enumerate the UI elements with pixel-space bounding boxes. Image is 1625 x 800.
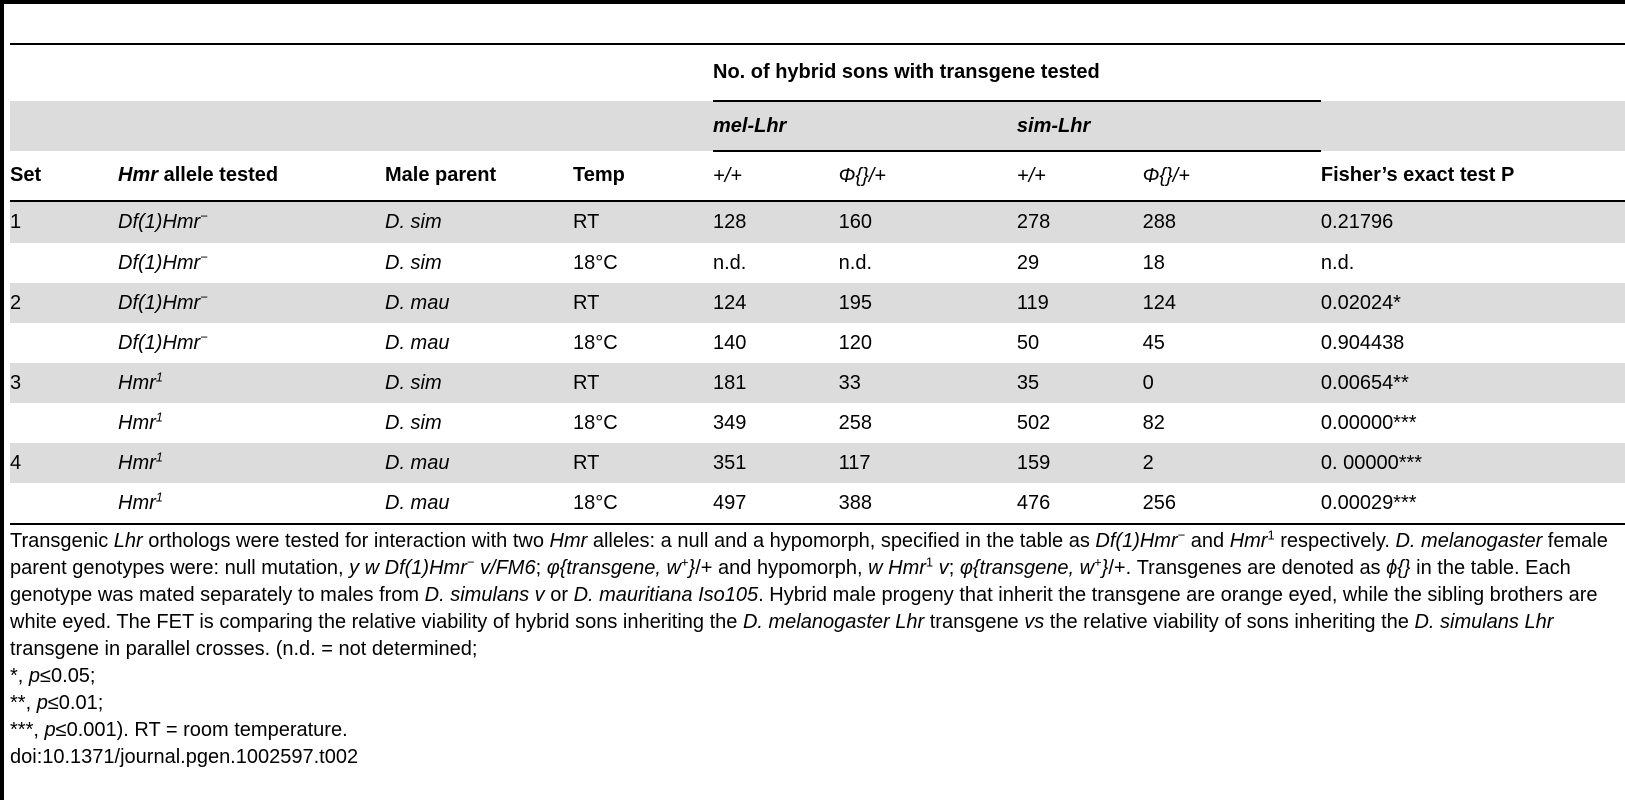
cell-fisher: 0.02024* xyxy=(1320,291,1401,314)
cell-sim-plus: 119 xyxy=(1016,291,1049,314)
cell-allele-name: Df(1)Hmr xyxy=(118,331,201,354)
cell-mel-plus: 128 xyxy=(713,211,747,233)
table-row xyxy=(10,283,1625,323)
cell-mel-phi: 117 xyxy=(838,451,871,474)
col-header-sim-phi: Φ{}/+ xyxy=(1143,151,1321,201)
cell-set: 2 xyxy=(10,291,22,314)
cell-male-parent: D. mau xyxy=(385,451,450,474)
cell-allele-sup: − xyxy=(200,248,208,264)
cell-fisher: n.d. xyxy=(1320,251,1355,274)
cell-mel-plus: 140 xyxy=(713,331,747,354)
cell-sim-plus: 35 xyxy=(1016,371,1040,394)
cell-allele xyxy=(118,363,385,403)
subgroup-mel-lhr: mel-Lhr xyxy=(713,101,1017,151)
cell-allele-name: Df(1)Hmr xyxy=(118,291,201,314)
cell-mel-phi: 195 xyxy=(838,291,873,314)
cell-mel-phi: 258 xyxy=(838,411,873,434)
cell-sim-phi: 124 xyxy=(1142,291,1176,314)
cell-allele-name: Hmr xyxy=(118,411,156,434)
cell-mel-plus: 124 xyxy=(713,291,747,314)
col-header-male-parent: Male parent xyxy=(385,164,497,186)
cell-allele-name: Hmr xyxy=(118,491,156,514)
cell-allele xyxy=(118,201,385,243)
data-table xyxy=(10,43,1625,525)
cell-male-parent: D. sim xyxy=(385,211,442,233)
cell-male-parent: D. mau xyxy=(385,491,450,514)
cell-mel-plus: 497 xyxy=(713,491,747,514)
cell-allele-sup: − xyxy=(200,288,208,304)
col-header-sim-plus: +/+ xyxy=(1017,151,1143,201)
cell-mel-plus: 349 xyxy=(713,411,747,434)
cell-sim-phi: 82 xyxy=(1142,411,1165,434)
cell-mel-phi: 160 xyxy=(838,211,873,233)
cell-fisher: 0.904438 xyxy=(1320,331,1405,354)
col-header-allele-rest: allele tested xyxy=(163,164,279,186)
cell-allele xyxy=(118,323,385,363)
cell-fisher: 0.00654** xyxy=(1320,371,1409,394)
cell-temp: RT xyxy=(573,291,600,314)
cell-allele xyxy=(118,243,385,283)
cell-temp: RT xyxy=(573,371,600,394)
cell-allele-name: Df(1)Hmr xyxy=(118,211,201,233)
cell-allele xyxy=(118,443,385,483)
col-header-fisher: Fisher’s exact test P xyxy=(1320,164,1515,186)
header-row-columns xyxy=(10,151,1625,201)
table-row xyxy=(10,443,1625,483)
cell-allele-name: Hmr xyxy=(118,451,156,474)
group-header: No. of hybrid sons with transgene tested xyxy=(713,61,1100,83)
cell-sim-phi: 18 xyxy=(1142,251,1165,274)
cell-temp: 18°C xyxy=(573,411,618,434)
cell-mel-phi: 388 xyxy=(838,491,873,514)
footnote-description: Transgenic Lhr orthologs were tested for interaction with two Hmr alleles: a null and a hypomorph, specified in the table as Df(1)Hmr− and Hmr$^1$ respectively. D. melanogaster female parent genotypes were: null mutation, y w Df(1)Hmr− v/FM6; φ{transgene, w+}/+ and hypomorph, w Hmr$^1$ v; φ{transgene, w+}/+. Transgenes are denoted as ϕ{} in the table. Each genotype was mated separately to males from D. simulans v or D. mauritiana Iso105. Hybrid male progeny that inherit the transgene are orange eyed, while the sibling brothers are white eyed. The FET is comparing the relative viability of hybrid sons inheriting the D. melanogaster Lhr transgene vs the relative viability of sons inheriting the D. simulans Lhr transgene in parallel crosses. (n.d. = not determined; xyxy=(10,527,1608,660)
cell-set: 1 xyxy=(10,211,22,233)
col-header-allele-gene: Hmr xyxy=(118,164,159,186)
cell-sim-phi: 45 xyxy=(1142,331,1165,354)
cell-allele-sup: − xyxy=(200,328,208,344)
cell-temp: RT xyxy=(573,451,600,474)
cell-allele-name: Df(1)Hmr xyxy=(118,251,201,274)
cell-male-parent: D. mau xyxy=(385,331,450,354)
cell-male-parent: D. sim xyxy=(385,371,442,394)
cell-allele xyxy=(118,283,385,323)
cell-allele-sup: 1 xyxy=(155,368,163,384)
cell-allele-sup: 1 xyxy=(155,488,163,504)
subgroup-sim-lhr: sim-Lhr xyxy=(1017,101,1321,151)
cell-set: 4 xyxy=(10,451,22,474)
cell-allele-sup: 1 xyxy=(155,408,163,424)
cell-set xyxy=(10,403,118,443)
col-header-mel-plus: +/+ xyxy=(713,151,839,201)
cell-male-parent: D. sim xyxy=(385,251,442,274)
cell-allele-sup: 1 xyxy=(155,448,163,464)
top-border-rule xyxy=(0,0,1625,4)
cell-sim-plus: 29 xyxy=(1016,251,1040,274)
cell-allele xyxy=(118,403,385,443)
table-row xyxy=(10,243,1625,283)
header-row-group xyxy=(10,44,1625,101)
cell-mel-phi: n.d. xyxy=(838,251,873,274)
cell-male-parent: D. sim xyxy=(385,411,442,434)
table-row xyxy=(10,201,1625,243)
cell-sim-plus: 278 xyxy=(1016,211,1051,233)
cell-sim-phi: 256 xyxy=(1142,491,1176,514)
cell-temp: 18°C xyxy=(573,251,618,274)
doi-text: doi:10.1371/journal.pgen.1002597.t002 xyxy=(10,746,359,768)
col-header-temp: Temp xyxy=(573,164,625,186)
cell-sim-phi: 288 xyxy=(1142,211,1176,233)
cell-allele-name: Hmr xyxy=(118,371,156,394)
cell-sim-phi: 0 xyxy=(1142,371,1154,394)
footnote-significance-1: *, p≤0.05; xyxy=(10,665,96,687)
cell-fisher: 0.00000*** xyxy=(1320,411,1417,434)
cell-sim-plus: 476 xyxy=(1016,491,1051,514)
cell-male-parent: D. mau xyxy=(385,291,450,314)
col-header-allele xyxy=(118,151,385,201)
left-border-rule xyxy=(0,0,4,800)
cell-mel-phi: 120 xyxy=(838,331,873,354)
cell-set: 3 xyxy=(10,371,22,394)
cell-temp: 18°C xyxy=(573,331,618,354)
footnote-significance-3: ***, p≤0.001). RT = room temperature. xyxy=(10,719,348,741)
cell-allele xyxy=(118,483,385,524)
cell-set xyxy=(10,483,118,524)
footnote-significance-2: **, p≤0.01; xyxy=(10,692,104,714)
cell-allele-sup: − xyxy=(200,208,208,224)
table-row xyxy=(10,363,1625,403)
cell-sim-plus: 159 xyxy=(1016,451,1051,474)
cell-fisher: 0.21796 xyxy=(1320,211,1394,233)
cell-sim-phi: 2 xyxy=(1142,451,1154,474)
cell-sim-plus: 50 xyxy=(1016,331,1040,354)
col-header-mel-phi: Φ{}/+ xyxy=(839,151,1017,201)
cell-mel-plus: 181 xyxy=(713,371,747,394)
table-row xyxy=(10,323,1625,363)
cell-temp: 18°C xyxy=(573,491,618,514)
cell-temp: RT xyxy=(573,211,600,233)
col-header-set: Set xyxy=(10,164,42,186)
cell-set xyxy=(10,243,118,283)
table-body xyxy=(10,201,1625,524)
table-row xyxy=(10,403,1625,443)
cell-mel-phi: 33 xyxy=(838,371,861,394)
cell-set xyxy=(10,323,118,363)
header-row-subgroups xyxy=(10,101,1625,151)
cell-fisher: 0.00029*** xyxy=(1320,491,1417,514)
cell-sim-plus: 502 xyxy=(1016,411,1051,434)
cell-fisher: 0. 00000*** xyxy=(1320,451,1423,474)
table-footnote xyxy=(10,528,1620,771)
cell-mel-plus: 351 xyxy=(713,451,747,474)
table-row xyxy=(10,483,1625,524)
cell-mel-plus: n.d. xyxy=(713,251,747,274)
